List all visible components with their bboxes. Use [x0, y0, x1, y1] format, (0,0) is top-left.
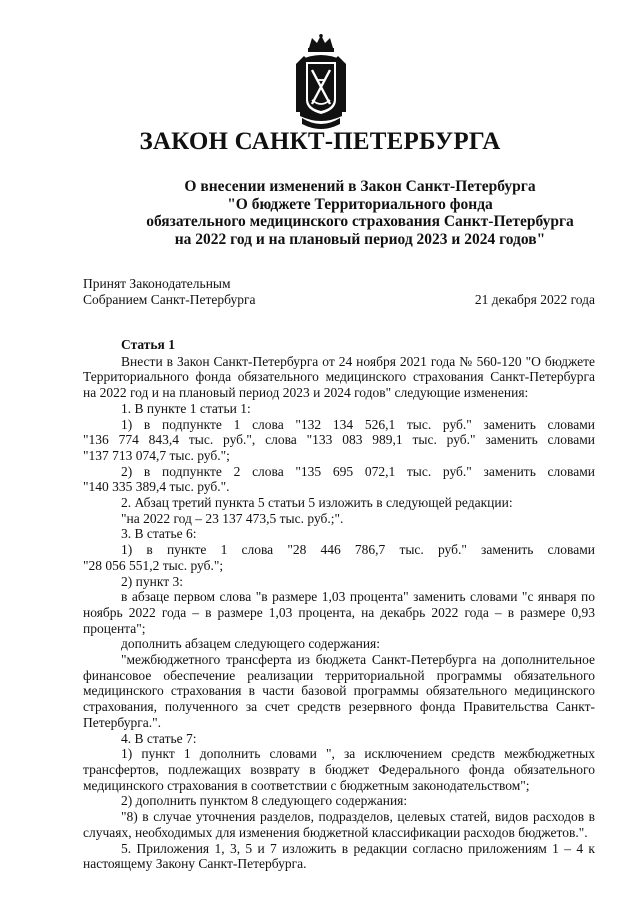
list-item: "8) в случае уточнения разделов, подразделов, целевых статей, видов расходов в случаях, необходимых для изменения бюджетной классификации расходов бюджетов.".	[83, 809, 595, 840]
list-item: в абзаце первом слова "в размере 1,03 процента" заменить словами "с января по ноябрь 2022 года – в размере 1,03 процента, на декабрь 2022 года – в размере 0,93 процента";	[83, 589, 595, 636]
article-body	[83, 337, 595, 872]
adoption-line: Собранием Санкт-Петербурга	[83, 292, 256, 307]
document-title	[120, 178, 600, 248]
list-item: "на 2022 год – 23 137 473,5 тыс. руб.;".	[121, 510, 344, 526]
list-item: "28 056 551,2 тыс. руб.";	[83, 557, 224, 573]
list-item: 2) в подпункте 2 слова "135 695 072,1 тыс. руб." заменить словами	[121, 463, 595, 479]
adoption-line: Принят Законодательным	[83, 276, 231, 291]
list-item: 1) в подпункте 1 слова "132 134 526,1 тыс. руб." заменить словами	[121, 416, 595, 432]
list-item: 1. В пункте 1 статьи 1:	[121, 400, 251, 416]
list-item: 5. Приложения 1, 3, 5 и 7 изложить в редакции согласно приложениям 1 – 4 к настоящему Закону Санкт-Петербурга.	[83, 840, 595, 872]
list-item: дополнить абзацем следующего содержания:	[121, 636, 381, 652]
list-item: 2. Абзац третий пункта 5 статьи 5 изложить в следующей редакции:	[121, 495, 513, 511]
adoption-date: 21 декабря 2022 года	[474, 292, 595, 307]
list-item: "140 335 389,4 тыс. руб.".	[83, 479, 230, 495]
list-item: "137 713 074,7 тыс. руб.";	[83, 447, 230, 463]
article-title: Статья 1	[121, 337, 175, 352]
document-title-line: О внесении изменений в Закон Санкт-Петербурга	[184, 178, 536, 195]
document-title-line: "О бюджете Территориального фонда	[227, 195, 493, 213]
list-item: 3. В статье 6:	[121, 526, 197, 542]
document-title-line: на 2022 год и на плановый период 2023 и 2024 годов"	[174, 230, 546, 248]
list-item: 4. В статье 7:	[121, 730, 197, 746]
list-item: "межбюджетного трансферта из бюджета Санкт-Петербурга на дополнительное финансовое обеспечение реализации территориальной программы обязательного медицинского страхования в части базовой программы обязательного медицинского страхования, полученного за счет средств резервного фонда Правительства Санкт-Петербурга.".	[83, 652, 595, 730]
document-title-line: обязательного медицинского страхования Санкт-Петербурга	[146, 213, 574, 230]
saint-petersburg-coat-of-arms-icon	[292, 34, 350, 132]
list-item: 1) в пункте 1 слова "28 446 786,7 тыс. руб." заменить словами	[121, 542, 595, 558]
adoption-block	[83, 276, 256, 308]
article-intro: Внести в Закон Санкт-Петербурга от 24 ноября 2021 года № 560-120 "О бюджете Территориального фонда обязательного медицинского страхования Санкт-Петербурга на 2022 год и на плановый период 2023 и 2024 годов" следующие изменения:	[83, 353, 595, 401]
list-item: 2) пункт 3:	[121, 573, 183, 589]
list-item: 2) дополнить пунктом 8 следующего содержания:	[121, 793, 408, 809]
law-title: ЗАКОН САНКТ-ПЕТЕРБУРГА	[139, 128, 501, 155]
list-item: "136 774 843,4 тыс. руб.", слова "133 083 989,1 тыс. руб." заменить словами	[83, 432, 595, 448]
list-item: 1) пункт 1 дополнить словами ", за исключением средств межбюджетных трансфертов, подлежащих возврату в бюджет Федерального фонда обязательного медицинского страхования в соответствии с бюджетным законодательством";	[83, 746, 595, 793]
